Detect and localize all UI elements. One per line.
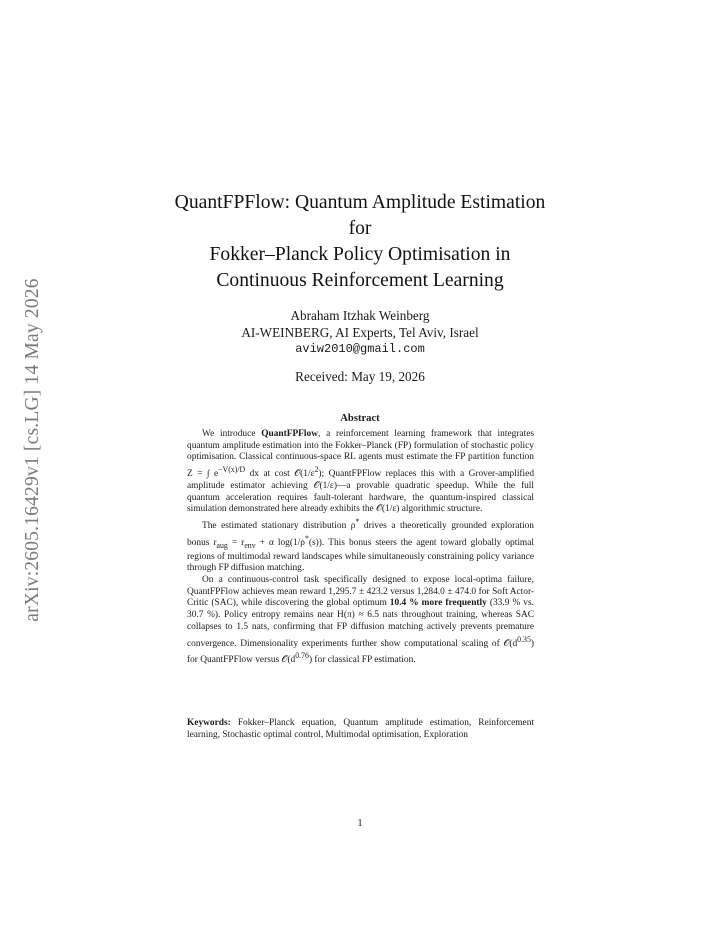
- arxiv-identifier: arXiv:2605.16429v1 [cs.LG] 14 May 2026: [22, 278, 43, 622]
- title-line: Fokker–Planck Policy Optimisation in: [209, 244, 511, 265]
- author-block: [0, 307, 720, 358]
- paper-title: [0, 190, 720, 294]
- text-run: On a continuous-control task specifically designed to expose local-optima failure, QuantFPFlow achieves mean reward 1,295.7 ± 423.2 versus 1,284.0 ± 474.0 for Soft Actor-Critic (SAC), while discovering the global optimum: [187, 574, 534, 609]
- text-run: (s)). This bonus steers the agent toward globally optimal regions of multimodal reward landscapes while simultaneously constraining policy variance through FP diffusion matching.: [187, 538, 534, 574]
- title-line: QuantFPFlow: Quantum Amplitude Estimation: [174, 192, 546, 213]
- text-run: ) for classical FP estimation.: [308, 655, 416, 666]
- text-run: (33.9 % vs. 30.7 %). Policy entropy remains near H(π) ≈ 6.5 nats throughout training, whereas SAC collapses to 1.5 nats, confirming that FP diffusion matching actively prevents premature convergence. Dimensionality experiments further show computational scaling of 𝒪(d: [187, 598, 534, 649]
- bold-run: 10.4 % more frequently: [389, 598, 487, 609]
- superscript: 0.76: [295, 651, 309, 661]
- subscript: env: [244, 540, 256, 550]
- abstract-body: [187, 429, 534, 667]
- keywords-text: Fokker–Planck equation, Quantum amplitude estimation, Reinforcement learning, Stochastic optimal control, Multimodal optimisation, Exploration: [187, 718, 534, 740]
- arxiv-sidebar: [13, 0, 53, 932]
- author-name: Abraham Itzhak Weinberg: [290, 308, 430, 323]
- text-run: , a reinforcement learning framework that integrates quantum amplitude estimation into the Fokker–Planck (FP) formulation of stochastic policy optimisation. Classical continuous-space RL agents must estimate the FP partition function Z = ∫ e: [187, 429, 534, 480]
- subscript: aug: [216, 540, 228, 550]
- superscript: 0.35: [517, 634, 531, 644]
- bold-run: QuantFPFlow: [261, 429, 318, 439]
- author-affiliation: AI-WEINBERG, AI Experts, Tel Aviv, Israel: [241, 325, 479, 340]
- text-run: ); QuantFPFlow replaces this with a Grover-amplified amplitude estimator achieving 𝒪(1/ε)—a provable quadratic speedup. While the full quantum acceleration requires fault-tolerant hardware, the quantum-inspired classical simulation demonstrated here already exhibits the 𝒪(1/ε) algorithmic structure.: [187, 469, 535, 515]
- text-run: The estimated stationary distribution ρ: [202, 521, 356, 532]
- abstract-paragraph: [187, 516, 534, 575]
- title-line: Continuous Reinforcement Learning: [216, 270, 504, 291]
- text-run: drives a theoretically grounded exploration bonus r: [187, 521, 534, 548]
- text-run: dx at cost 𝒪(1/ε: [245, 469, 315, 480]
- received-date: Received: May 19, 2026: [295, 369, 425, 384]
- text-run: ) for QuantFPFlow versus 𝒪(d: [187, 638, 534, 666]
- abstract-paragraph: [187, 429, 534, 516]
- keywords-label: Keywords:: [187, 718, 231, 728]
- author-email: aviw2010@gmail.com: [295, 342, 425, 356]
- text-run: We introduce: [202, 429, 262, 439]
- superscript: *: [304, 533, 309, 543]
- text-run: = r: [227, 538, 245, 548]
- page-number: 1: [357, 818, 363, 829]
- superscript: *: [355, 517, 360, 527]
- superscript: −V(x)/D: [218, 465, 246, 475]
- keywords: [187, 718, 534, 741]
- text-run: + α log(1/ρ: [255, 538, 305, 548]
- title-line: for: [348, 218, 372, 239]
- superscript: 2: [314, 465, 319, 475]
- abstract-heading: Abstract: [340, 413, 380, 424]
- abstract-paragraph: [187, 575, 534, 667]
